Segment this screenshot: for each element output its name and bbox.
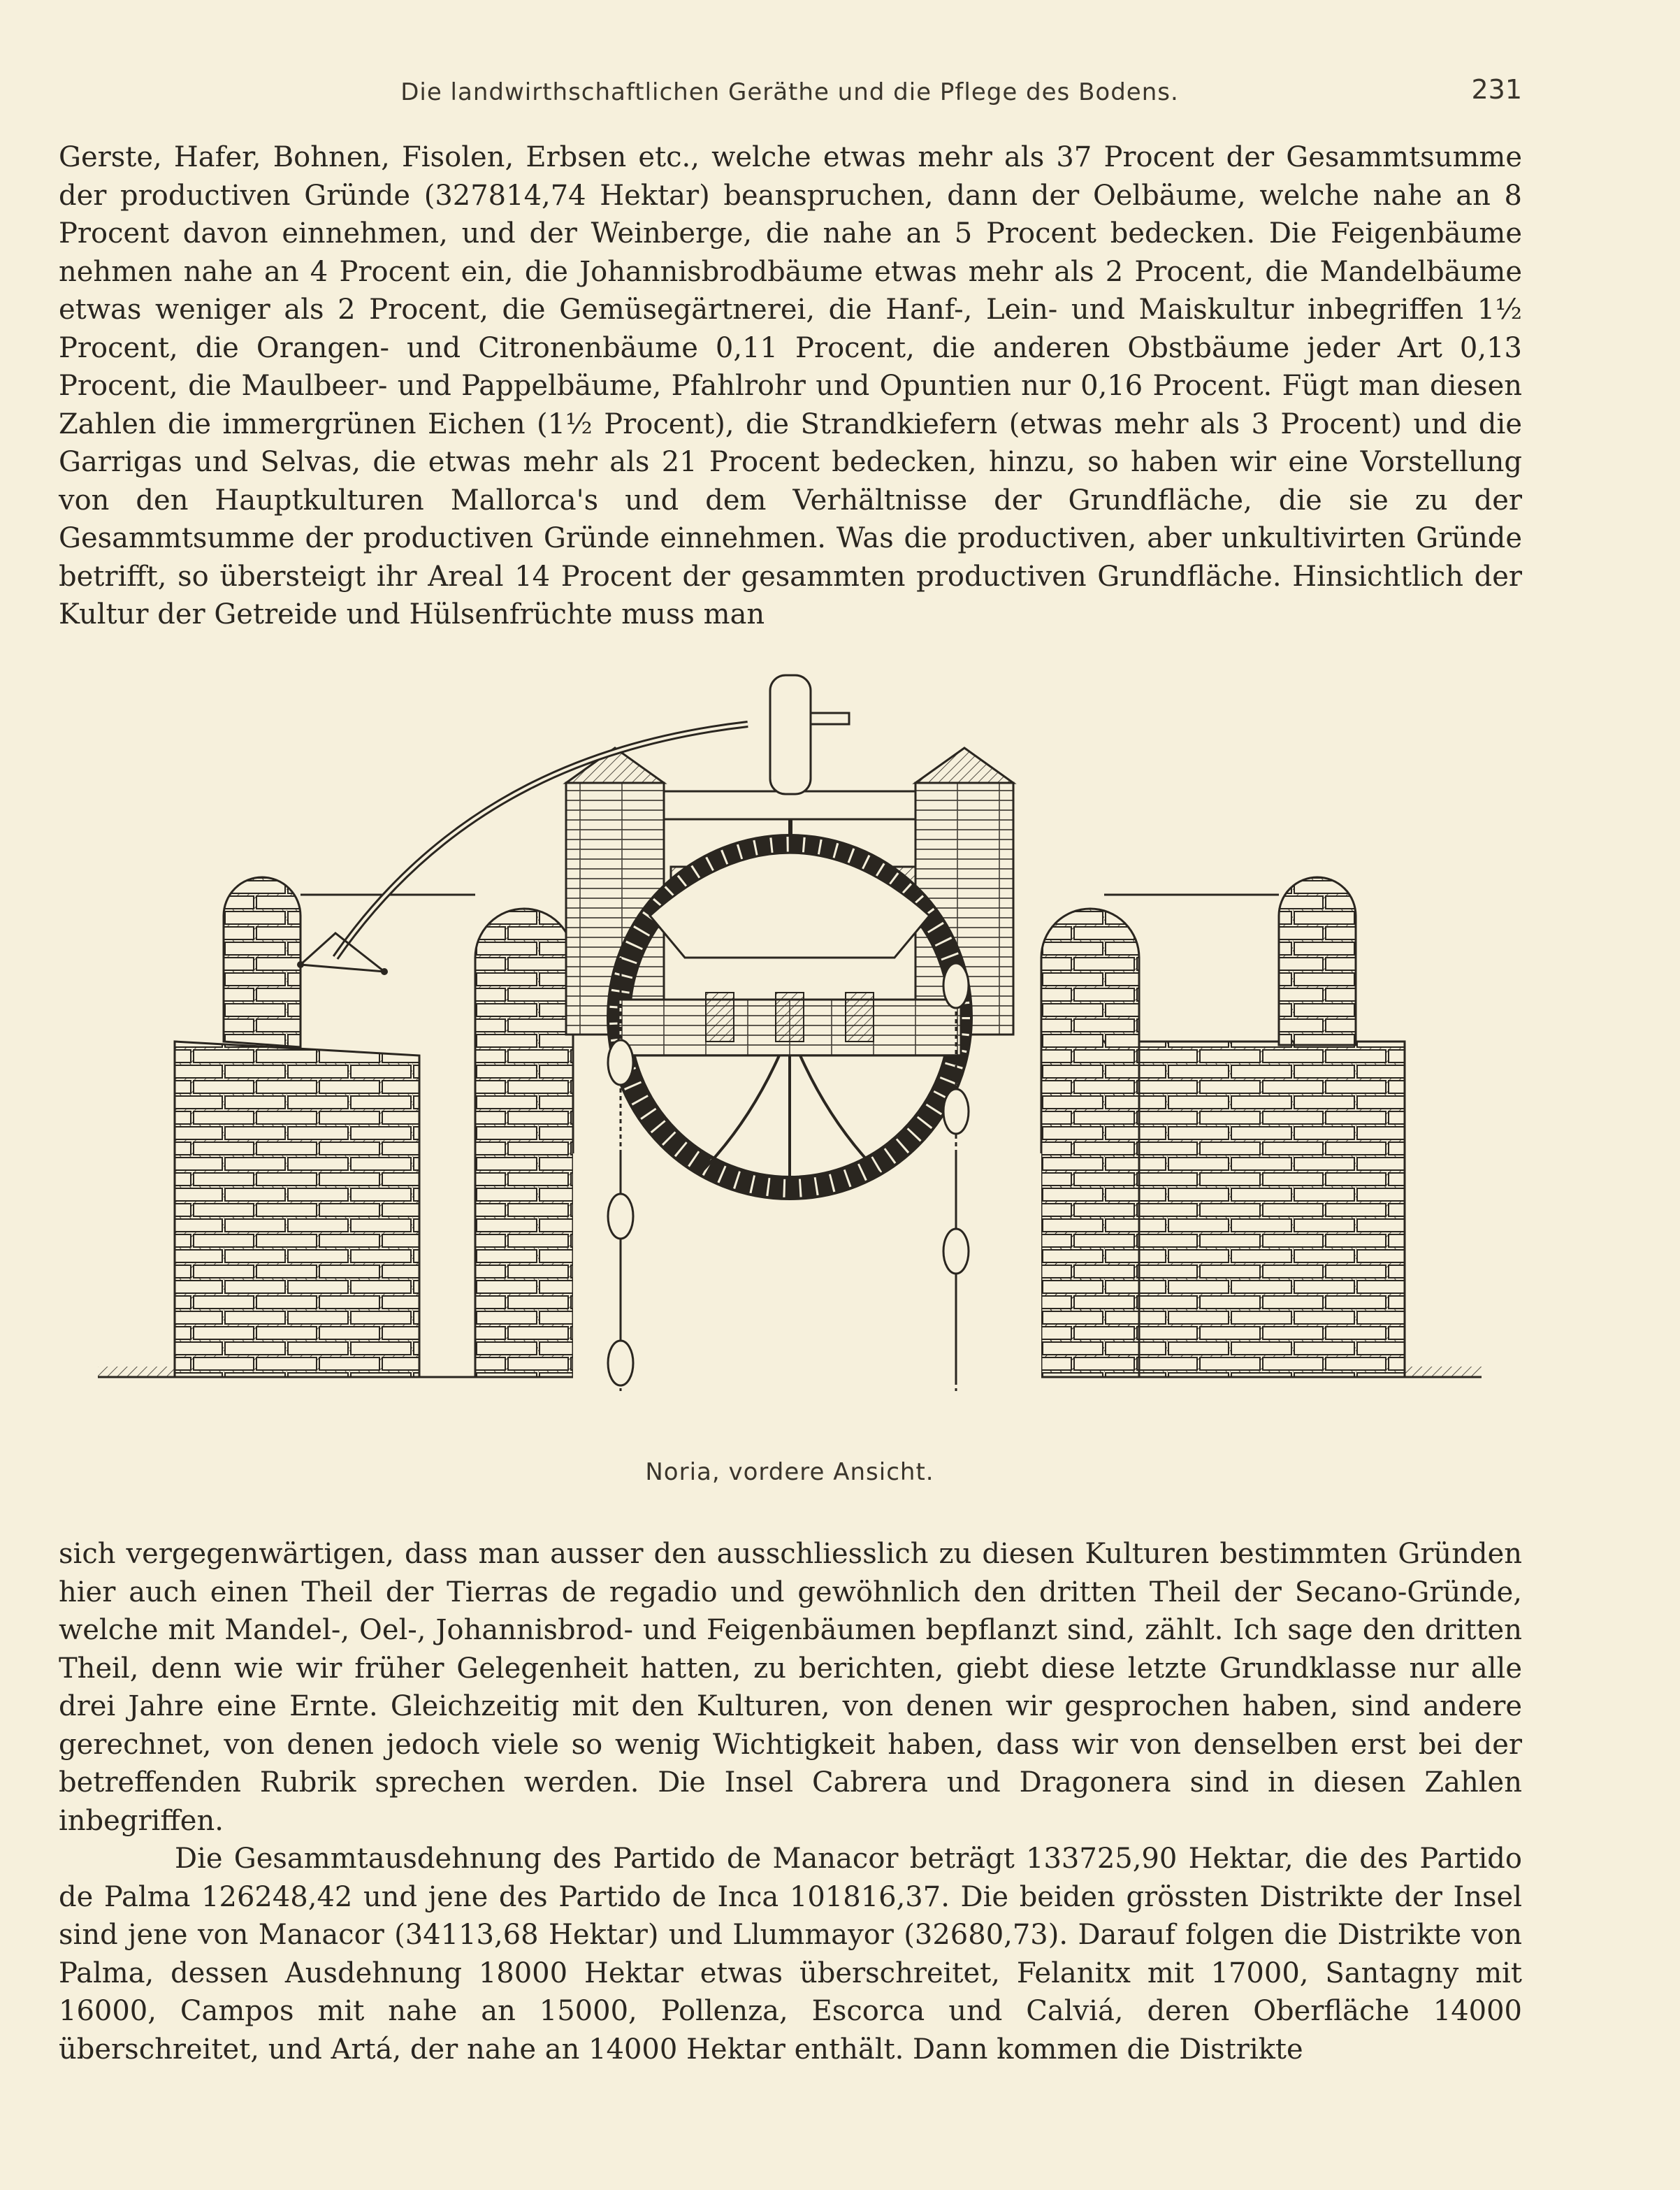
- figure-caption: Noria, vordere Ansicht.: [645, 1458, 934, 1486]
- paragraph-partido-areas: Die Gesammtausdehnung des Partido de Manacor beträgt 133725,90 Hektar, die des Partido de Palma 126248,42 und jene des Partido de Inca 101816,37. Die beiden grössten Distrikte der Insel sind jene von Manacor (34113,68 Hektar) und Llummayor (32680,73). Darauf folgen die Distrikte von Palma, dessen Ausdehnung 18000 Hektar etwas überschreitet, Felanitx mit 17000, Santagny mit 16000, Campos mit nahe an 15000, Pollenza, Escorca und Calviá, deren Oberfläche 14000 überschreitet, und Artá, der nahe an 14000 Hektar enthält. Dann kommen die Distrikte: [59, 1843, 1522, 2066]
- noria-illustration: [98, 664, 1482, 1447]
- paragraph-tierras-de-regadio: sich vergegenwärtigen, dass man ausser den ausschliesslich zu diesen Kulturen bestimmten Gründen hier auch einen Theil der Tierras de regadio und gewöhnlich den dritten Theil der Secano-Gründe, welche mit Mandel-, Oel-, Johannisbrod- und Feigenbäumen bepflanzt sind, zählt. Ich sage den dritten Theil, denn wie wir früher Gelegenheit hatten, zu berichten, giebt diese letzte Grundklasse nur alle drei Jahre eine Ernte. Gleichzeitig mit den Kulturen, von denen wir gesprochen haben, sind andere gerechnet, von denen jedoch viele so wenig Wichtigkeit haben, dass wir von denselben erst bei der betreffenden Rubrik sprechen werden. Die Insel Cabrera und Dragonera sind in diesen Zahlen inbegriffen.: [59, 1538, 1522, 1837]
- right-masonry-wall: [1041, 877, 1405, 1377]
- left-masonry-wall: [175, 877, 573, 1377]
- bucket-wheel: [618, 846, 961, 1188]
- paragraph-crops-percentages: Gerste, Hafer, Bohnen, Fisolen, Erbsen etc., welche etwas mehr als 37 Procent der Gesammtsumme der productiven Gründe (327814,74 Hektar) beanspruchen, dann der Oelbäume, welche nahe an 8 Procent davon einnehmen, und der Weinberge, die nahe an 5 Procent bedecken. Die Feigenbäume nehmen nahe an 4 Procent ein, die Johannisbrodbäume etwas mehr als 2 Procent, die Mandelbäume etwas weniger als 2 Procent, die Gemüsegärtnerei, die Hanf-, Lein- und Maiskultur inbegriffen 1½ Procent, die Orangen- und Citronenbäume 0,11 Procent, die anderen Obstbäume jeder Art 0,13 Procent, die Maulbeer- und Pappelbäume, Pfahlrohr und Opuntien nur 0,16 Procent. Fügt man diesen Zahlen die immergrünen Eichen (1½ Procent), die Strandkiefern (etwas mehr als 3 Procent) und die Garrigas und Selvas, die etwas mehr als 21 Procent bedecken, hinzu, so haben wir eine Vorstellung von den Hauptkulturen Mallorca's und dem Verhältnisse der Grundfläche, die sie zu der Gesammtsumme der productiven Gründe einnehmen. Was die productiven, aber unkultivirten Gründe betrifft, so übersteigt ihr Areal 14 Procent der gesammten productiven Grundfläche. Hinsichtlich der Kultur der Getreide und Hülsenfrüchte muss man: [59, 141, 1522, 631]
- running-head: Die landwirthschaftlichen Geräthe und die Pflege des Bodens.: [400, 78, 1179, 106]
- page-number: 231: [1471, 74, 1522, 105]
